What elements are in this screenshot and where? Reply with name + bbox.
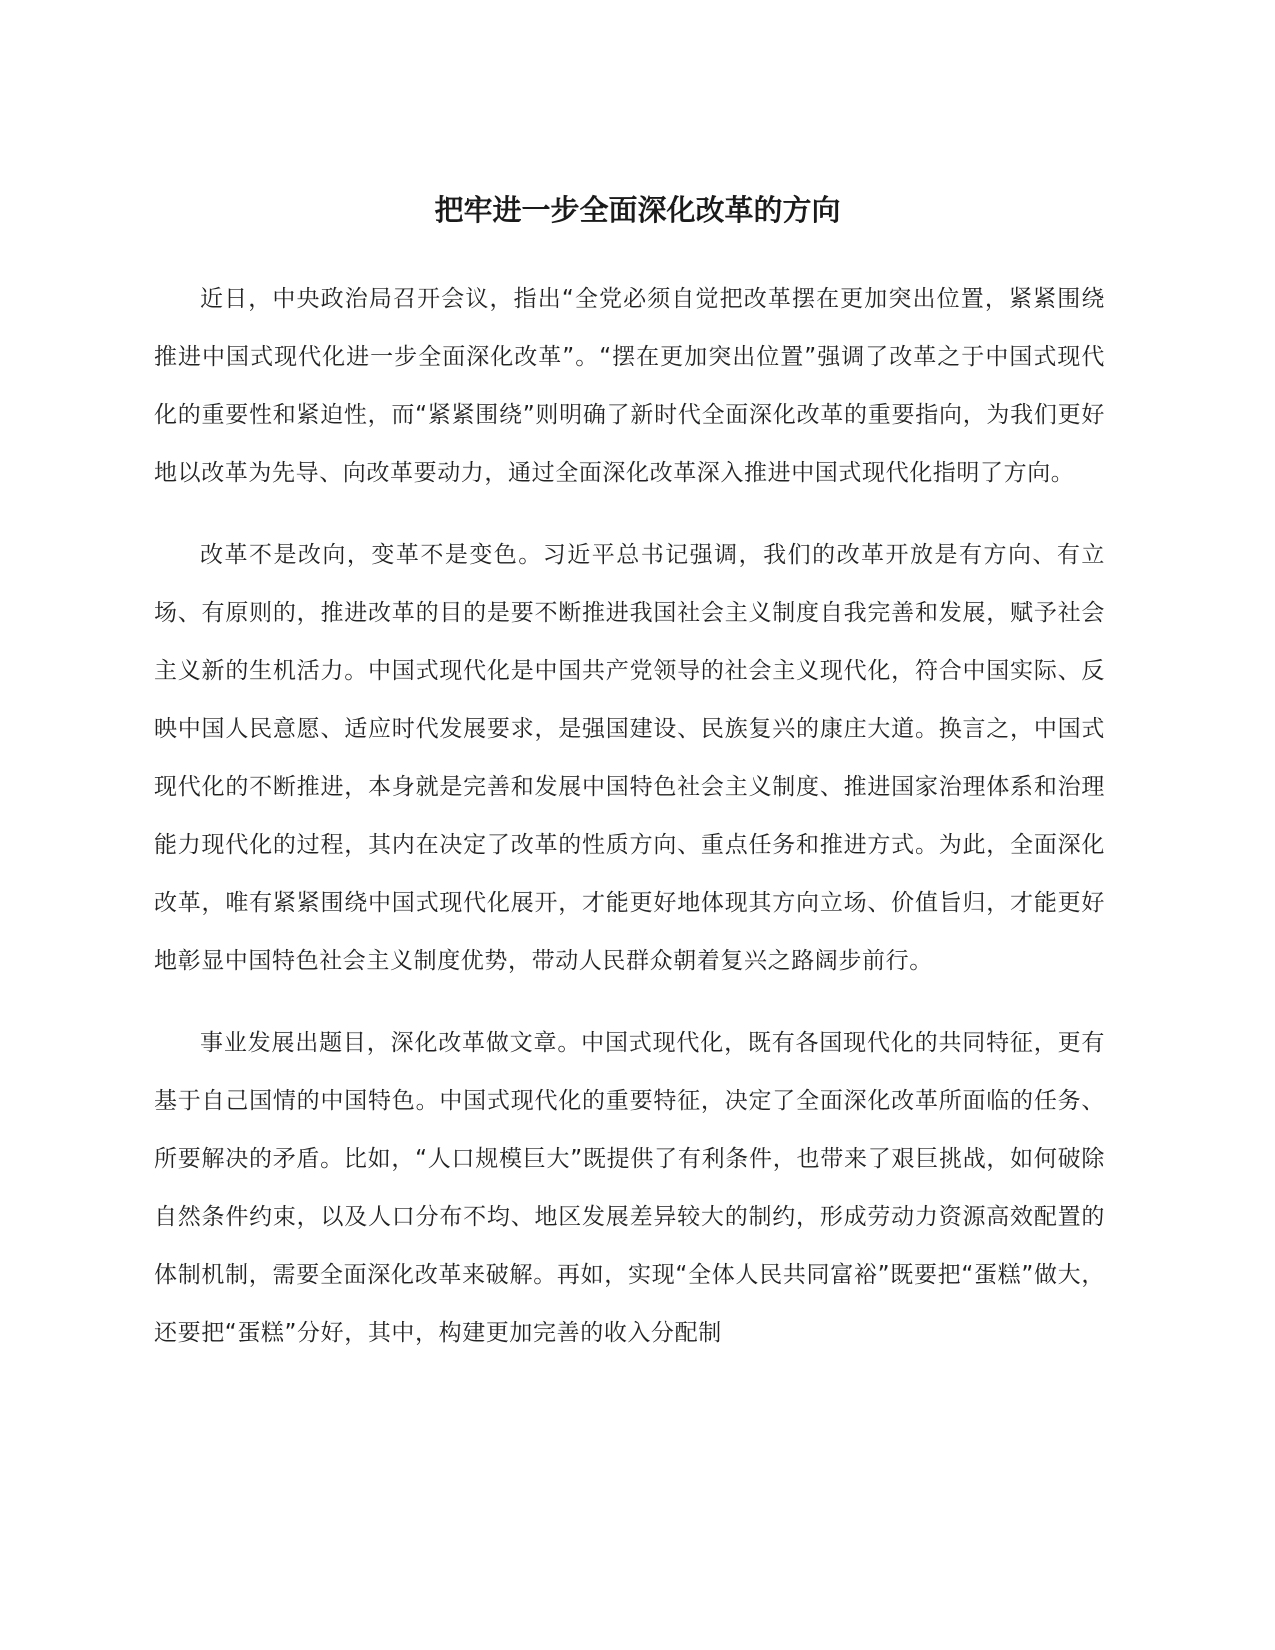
paragraph: 事业发展出题目，深化改革做文章。中国式现代化，既有各国现代化的共同特征，更有基于自己国情的中国特色。中国式现代化的重要特征，决定了全面深化改革所面临的任务、所要解决的矛盾。比如，“人口规模巨大”既提供了有利条件，也带来了艰巨挑战，如何破除自然条件约束，以及人口分布不均、地区发展差异较大的制约，形成劳动力资源高效配置的体制机制，需要全面深化改革来破解。再如，实现“全体人民共同富裕”既要把“蛋糕”做大，还要把“蛋糕”分好，其中，构建更加完善的收入分配制 <box>154 1030 1105 1346</box>
paragraph: 改革不是改向，变革不是变色。习近平总书记强调，我们的改革开放是有方向、有立场、有原则的，推进改革的目的是要不断推进我国社会主义制度自我完善和发展，赋予社会主义新的生机活力。中国式现代化是中国共产党领导的社会主义现代化，符合中国实际、反映中国人民意愿、适应时代发展要求，是强国建设、民族复兴的康庄大道。换言之，中国式现代化的不断推进，本身就是完善和发展中国特色社会主义制度、推进国家治理体系和治理能力现代化的过程，其内在决定了改革的性质方向、重点任务和推进方式。为此，全面深化改革，唯有紧紧围绕中国式现代化展开，才能更好地体现其方向立场、价值旨归，才能更好地彰显中国特色社会主义制度优势，带动人民群众朝着复兴之路阔步前行。 <box>154 542 1105 974</box>
paragraph: 近日，中央政治局召开会议，指出“全党必须自觉把改革摆在更加突出位置，紧紧围绕推进中国式现代化进一步全面深化改革”。“摆在更加突出位置”强调了改革之于中国式现代化的重要性和紧迫性，而“紧紧围绕”则明确了新时代全面深化改革的重要指向，为我们更好地以改革为先导、向改革要动力，通过全面深化改革深入推进中国式现代化指明了方向。 <box>154 286 1105 486</box>
document-title: 把牢进一步全面深化改革的方向 <box>434 193 841 227</box>
document-body <box>154 270 1105 1386</box>
